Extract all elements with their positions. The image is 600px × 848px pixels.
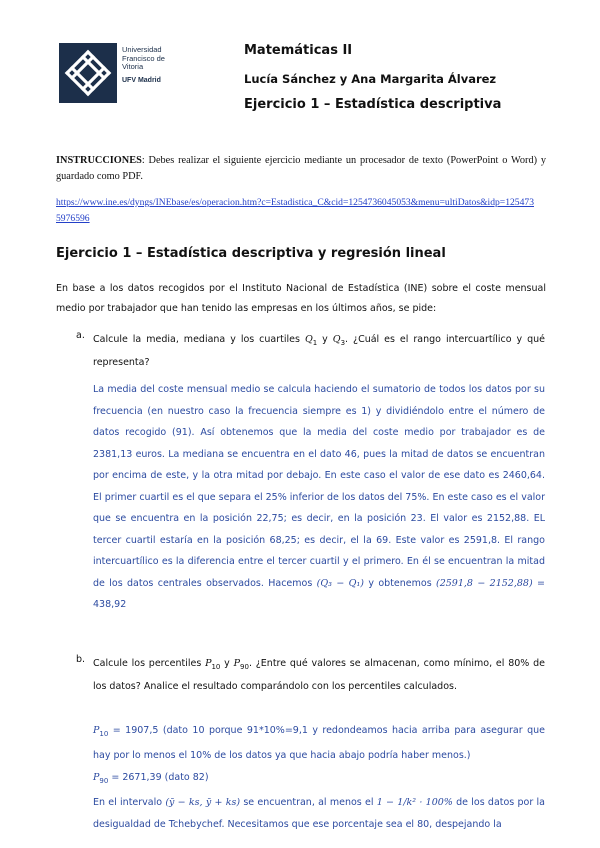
intro-paragraph: En base a los datos recogidos por el Instituto Nacional de Estadística (INE) sobre el coste mensual medio por trabajador que han tenido las empresas en los últimos años, se pide: bbox=[56, 283, 546, 314]
answer-b bbox=[93, 720, 545, 835]
question-a-letter: a. bbox=[76, 330, 85, 341]
logo-line-2: Francisco de bbox=[122, 53, 165, 63]
answer-b-p10: $P_{10} = 1907,5$ (dato 10 porque 91*10%=9,1 y redondeamos hacia arriba para asegurar que hay por lo menos el 10% de los datos ya que hacia abajo podría haber menos.) bbox=[93, 725, 545, 762]
logo-campus: UFV Madrid bbox=[122, 76, 161, 84]
ine-link[interactable]: https://www.ine.es/dyngs/INEbase/es/operacion.htm?c=Estadistica_C&cid=1254736045053&menu=ultiDatos&idp=1254735976596 bbox=[56, 197, 534, 224]
question-b-text: Calcule los percentiles $P_{10}$ y $P_{90}$. ¿Entre qué valores se almacenan, como mínimo, el 80% de los datos? Analice el resultado comparándolo con los percentiles calculados. bbox=[93, 658, 545, 692]
logo-text bbox=[122, 46, 165, 85]
course-title: Matemáticas II bbox=[244, 43, 353, 58]
formula-interval: (ȳ − ks, ȳ + ks) bbox=[165, 797, 241, 809]
answer-a: La media del coste mensual medio se calcula haciendo el sumatorio de todos los datos por su frecuencia (en nuestro caso la frecuencia siempre es 1) y dividiéndolo entre el número de datos recogido (91). Así obtenemos que la media del coste medio por trabajador es de 2381,13 euros. La mediana se encuentra en el dato 46, pues la mitad de datos se encuentran por encima de este, y la otra mitad por debajo. En este caso el valor de ese dato es 2460,64. El primer cuartil es el que separa el 25% inferior de los datos del 75%. En este caso es el valor que se encuentra en la posición 22,75; es decir, en la posición 23. El valor es 2152,88. EL tercer cuartil estaría en la posición 68,25; es decir, el la 69. Este valor es 2591,8. El rango intercuartílico es la diferencia entre el tercer cuartil y el primero. En él se encuentran la mitad de los datos centrales observados. Hacemos (Q₃ − Q₁) y obtenemos (2591,8 − 2152,88) = 438,92 bbox=[93, 384, 545, 610]
section-title: Ejercicio 1 – Estadística descriptiva y regresión lineal bbox=[56, 246, 446, 261]
instructions-text: : Debes realizar el siguiente ejercicio mediante un procesador de texto (PowerPoint o Word) y guardado como PDF. bbox=[56, 155, 546, 182]
answer-b-p90: $P_{90} = 2671,39$ (dato 82) bbox=[93, 771, 209, 785]
exercise-header-title: Ejercicio 1 – Estadística descriptiva bbox=[244, 97, 502, 112]
authors: Lucía Sánchez y Ana Margarita Álvarez bbox=[244, 72, 497, 86]
instructions-label: INSTRUCCIONES bbox=[56, 155, 142, 166]
logo-line-1: Universidad bbox=[122, 45, 162, 54]
answer-b-interval: En el intervalo (ȳ − ks, ȳ + ks) se encuentran, al menos el 1 − 1/k² · 100% de los datos por la desigualdad de Tchebychef. Necesitamos que ese porcentaje sea el 80, despejando la bbox=[93, 797, 545, 830]
question-a-text: Calcule la media, mediana y los cuartiles $Q_1$ y $Q_3$. ¿Cuál es el rango intercuartílico y qué representa? bbox=[93, 334, 545, 368]
question-b-letter: b. bbox=[76, 654, 86, 665]
instructions bbox=[56, 153, 546, 185]
formula-difference: (2591,8 − 2152,88) bbox=[436, 577, 533, 589]
formula-interquartile: (Q₃ − Q₁) bbox=[316, 577, 364, 589]
logo-line-3: Vitoria bbox=[122, 62, 144, 71]
formula-chebyshev: 1 − 1/k² · 100% bbox=[376, 797, 453, 809]
